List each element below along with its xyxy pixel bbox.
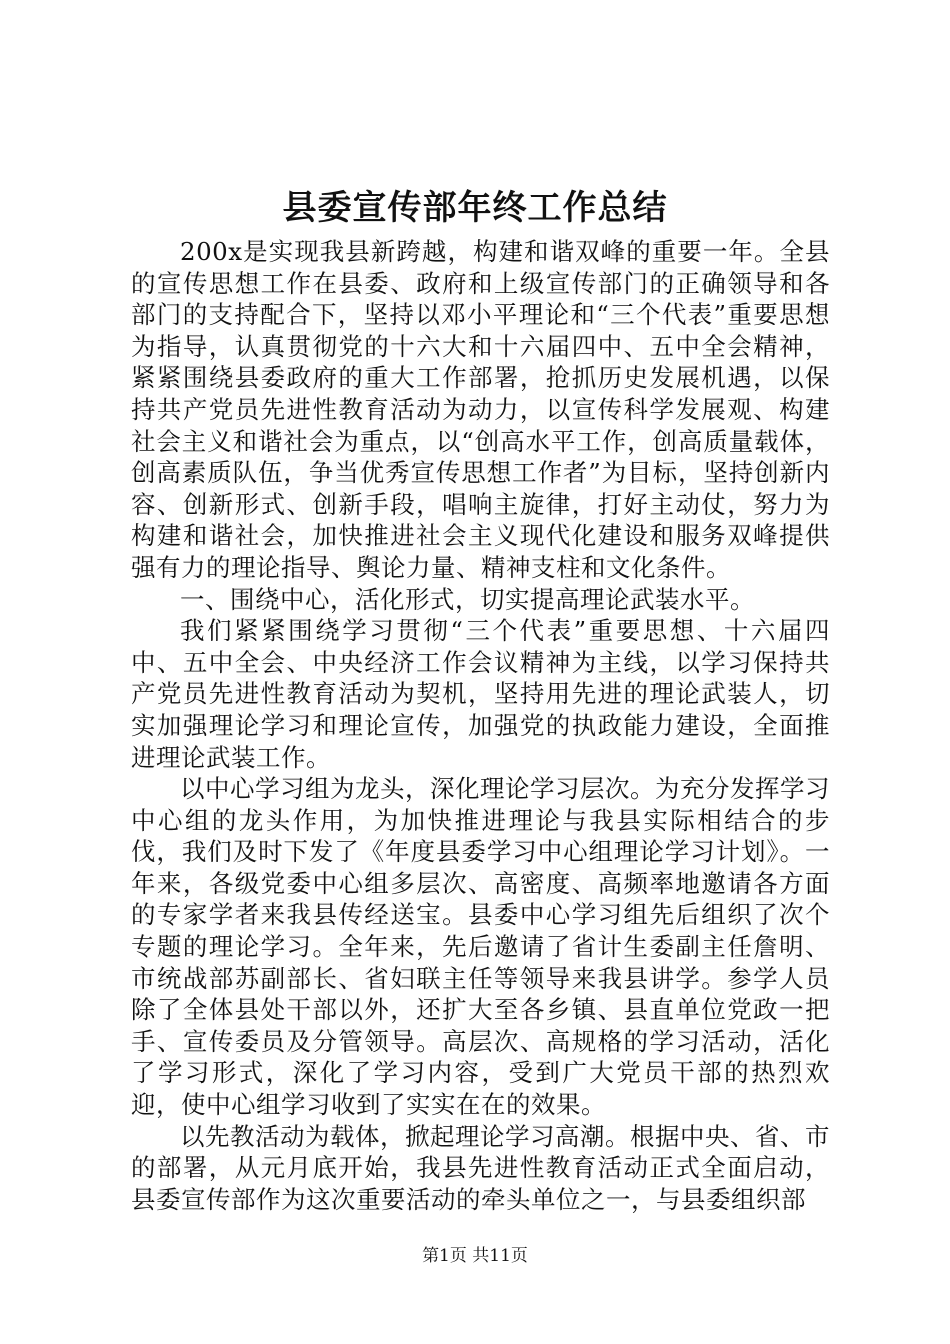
- page-number-footer: 第1页 共11页: [422, 1246, 528, 1266]
- document-body: [131, 236, 830, 1215]
- paragraph-education-activity: 以先教活动为载体，掀起理论学习高潮。根据中央、省、市的部署，从元月底开始，我县先进性教育活动正式全面启动，县委宣传部作为这次重要活动的牵头单位之一，与县委组织部: [131, 1121, 830, 1214]
- paragraph-study-group: 以中心学习组为龙头，深化理论学习层次。为充分发挥学习中心组的龙头作用，为加快推进理论与我县实际相结合的步伐，我们及时下发了《年度县委学习中心组理论学习计划》。一年来，各级党委中心组多层次、高密度、高频率地邀请各方面的专家学者来我县传经送宝。县委中心学习组先后组织了次个专题的理论学习。全年来，先后邀请了省计生委副主任詹明、市统战部苏副部长、省妇联主任等领导来我县讲学。参学人员除了全体县处干部以外，还扩大至各乡镇、县直单位党政一把手、宣传委员及分管领导。高层次、高规格的学习活动，活化了学习形式，深化了学习内容，受到广大党员干部的热烈欢迎，使中心组学习收到了实实在在的效果。: [131, 774, 830, 1120]
- paragraph-intro: 200x是实现我县新跨越，构建和谐双峰的重要一年。全县的宣传思想工作在县委、政府和上级宣传部门的正确领导和各部门的支持配合下，坚持以邓小平理论和“三个代表”重要思想为指导，认真贯彻党的十六大和十六届四中、五中全会精神，紧紧围绕县委政府的重大工作部署，抢抓历史发展机遇，以保持共产党员先进性教育活动为动力，以宣传科学发展观、构建社会主义和谐社会为重点，以“创高水平工作，创高质量载体，创高素质队伍，争当优秀宣传思想工作者”为目标，坚持创新内容、创新形式、创新手段，唱响主旋律，打好主动仗，努力为构建和谐社会，加快推进社会主义现代化建设和服务双峰提供强有力的理论指导、舆论力量、精神支柱和文化条件。: [131, 237, 830, 582]
- section-heading-1: 一、围绕中心，活化形式，切实提高理论武装水平。: [180, 584, 755, 614]
- document-title: 县委宣传部年终工作总结: [282, 188, 668, 228]
- paragraph-theory-overview: 我们紧紧围绕学习贯彻“三个代表”重要思想、十六届四中、五中全会、中央经济工作会议精神为主线，以学习保持共产党员先进性教育活动为契机，坚持用先进的理论武装人，切实加强理论学习和理论宣传，加强党的执政能力建设，全面推进理论武装工作。: [131, 616, 830, 772]
